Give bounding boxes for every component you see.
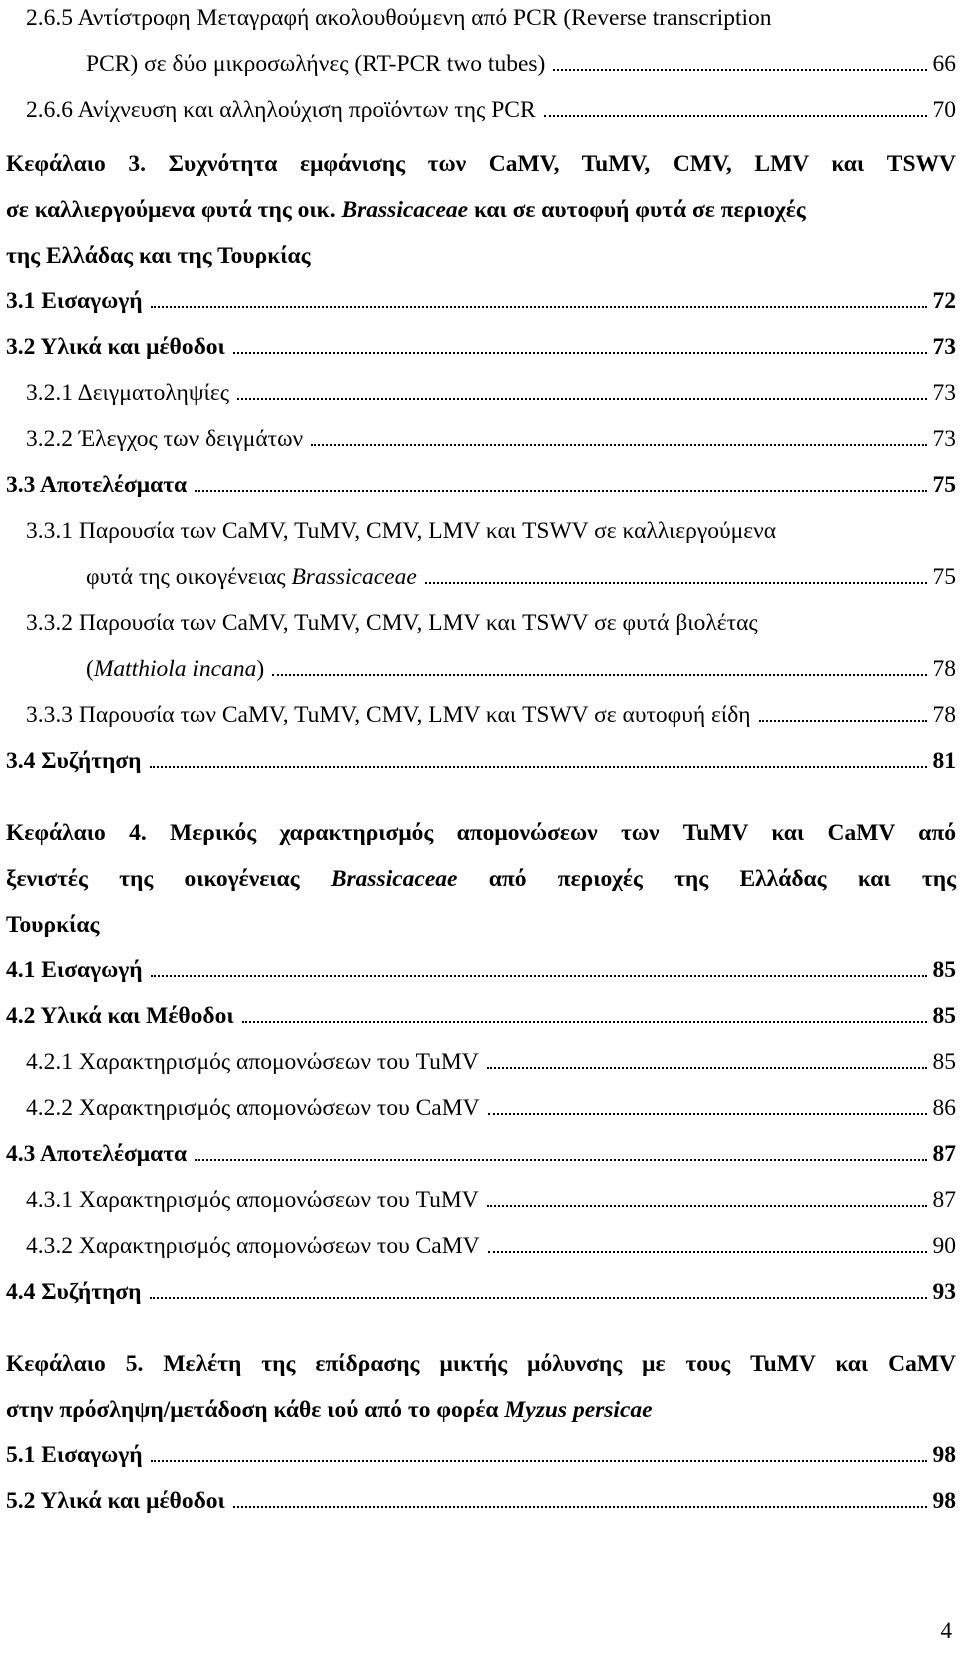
leader-dots: [311, 443, 926, 446]
chapter-4-heading-line3: Τουρκίας: [6, 912, 100, 938]
toc-page-number: 66: [932, 51, 956, 77]
leader-dots: [759, 719, 927, 722]
toc-entry-title: PCR) σε δύο μικροσωλήνες (RT-PCR two tubes): [86, 51, 546, 77]
toc-entry-4-3-1: 4.3.1 Χαρακτηρισμός απομονώσεων του TuMV 87: [26, 1187, 956, 1213]
toc-entry-4-2-2: 4.2.2 Χαρακτηρισμός απομονώσεων του CaMV 86: [26, 1095, 956, 1121]
toc-entry-2-6-5-line2: [86, 33, 956, 79]
toc-entry-2-6-5-line1: [26, 0, 956, 33]
toc-page-number: 70: [932, 97, 956, 123]
toc-page-number: 93: [932, 1279, 956, 1305]
toc-entry-5-2: 5.2 Υλικά και μέθοδοι 98: [6, 1488, 956, 1514]
page-number: 4: [940, 1618, 952, 1643]
toc-entry-5-1: 5.1 Εισαγωγή 98: [6, 1442, 956, 1468]
chapter-3-heading-line3: της Ελλάδας και της Τουρκίας: [6, 243, 311, 269]
leader-dots: [195, 1158, 926, 1161]
toc-entry-title: 2.6.5 Αντίστροφη Μεταγραφή ακολουθούμενη από PCR (Reverse transcription: [26, 5, 772, 31]
toc-entry-3-2-1: 3.2.1 Δειγματοληψίες 73: [26, 380, 956, 406]
toc-entry-4-3-2: 4.3.2 Χαρακτηρισμός απομονώσεων του CaMV 90: [26, 1233, 956, 1259]
toc-entry-3-2-2: 3.2.2 Έλεγχος των δειγμάτων 73: [26, 426, 956, 452]
toc-page-number: 85: [932, 1003, 956, 1029]
toc-page-number: 85: [932, 957, 956, 983]
leader-dots: [487, 1066, 927, 1069]
toc-entry-3-3-3: 3.3.3 Παρουσία των CaMV, TuMV, CMV, LMV και TSWV σε αυτοφυή είδη 78: [26, 702, 956, 728]
leader-dots: [150, 1296, 927, 1299]
leader-dots: [233, 1505, 927, 1508]
toc-entry-4-2-1: 4.2.1 Χαρακτηρισμός απομονώσεων του TuMV 85: [26, 1049, 956, 1075]
leader-dots: [195, 489, 926, 492]
toc-entry-3-2: 3.2 Υλικά και μέθοδοι 73: [6, 334, 956, 360]
toc-page-number: 73: [932, 334, 956, 360]
leader-dots: [233, 351, 927, 354]
taxon-name: Myzus persicae: [504, 1397, 653, 1423]
toc-page-number: 81: [932, 748, 956, 774]
toc-page-number: 78: [932, 702, 956, 728]
taxon-name: Brassicaceae: [341, 197, 469, 223]
toc-page-number: 98: [932, 1488, 956, 1514]
toc-page-number: 87: [932, 1187, 956, 1213]
chapter-5-heading-line1: Κεφάλαιο 5. Μελέτη της επίδρασης μικτής μόλυνσης με τους TuMV και CaMV: [6, 1351, 956, 1377]
toc-page-number: 85: [932, 1049, 956, 1075]
toc-entry-4-3: 4.3 Αποτελέσματα 87: [6, 1141, 956, 1167]
leader-dots: [151, 305, 927, 308]
toc-page-number: 73: [932, 380, 956, 406]
leader-dots: [151, 974, 927, 977]
leader-dots: [488, 1112, 927, 1115]
toc-entry-3-3-2-line1: 3.3.2 Παρουσία των CaMV, TuMV, CMV, LMV και TSWV σε φυτά βιολέτας: [26, 610, 758, 636]
toc-entry-3-3-1-line2: φυτά της οικογένειας Brassicaceae 75: [86, 564, 956, 590]
chapter-5-heading-line2: στην πρόσληψη/μετάδοση κάθε ιού από το φορέα Myzus persicae: [6, 1397, 653, 1423]
toc-page-number: 87: [932, 1141, 956, 1167]
toc-entry-3-3: 3.3 Αποτελέσματα 75: [6, 472, 956, 498]
toc-page-number: 86: [932, 1095, 956, 1121]
toc-page-number: 90: [932, 1233, 956, 1259]
taxon-name: Brassicaceae: [291, 564, 417, 590]
toc-page-number: 78: [932, 656, 956, 682]
leader-dots: [151, 1459, 927, 1462]
toc-entry-title: 2.6.6 Ανίχνευση και αλληλούχιση προϊόντων της PCR: [26, 97, 536, 123]
chapter-4-heading-line2: ξενιστές της οικογένειας Brassicaceae από περιοχές της Ελλάδας και της: [6, 866, 956, 892]
toc-page-number: 72: [932, 288, 956, 314]
toc-entry-4-4: 4.4 Συζήτηση 93: [6, 1279, 956, 1305]
leader-dots: [242, 1020, 927, 1023]
toc-page-number: 75: [932, 472, 956, 498]
toc-entry-3-1: 3.1 Εισαγωγή 72: [6, 288, 956, 314]
toc-entry-2-6-6: [26, 79, 956, 125]
toc-entry-3-3-2-line2: (Matthiola incana) 78: [86, 656, 956, 682]
leader-dots: [272, 673, 926, 676]
chapter-3-heading-line1: Κεφάλαιο 3. Συχνότητα εμφάνισης των CaMV, TuMV, CMV, LMV και TSWV: [6, 151, 956, 177]
leader-dots: [553, 68, 926, 71]
leader-dots: [487, 1204, 927, 1207]
toc-entry-4-2: 4.2 Υλικά και Μέθοδοι 85: [6, 1003, 956, 1029]
taxon-name: Brassicaceae: [330, 866, 458, 892]
leader-dots: [425, 581, 927, 584]
toc-page-number: 73: [932, 426, 956, 452]
leader-dots: [544, 114, 927, 117]
toc-entry-3-4: 3.4 Συζήτηση 81: [6, 748, 956, 774]
leader-dots: [150, 765, 927, 768]
taxon-name: Matthiola incana: [93, 656, 257, 682]
toc-entry-4-1: 4.1 Εισαγωγή 85: [6, 957, 956, 983]
chapter-3-heading-line2: σε καλλιεργούμενα φυτά της οικ. Brassicaceae και σε αυτοφυή φυτά σε περιοχές: [6, 197, 806, 223]
toc-page-number: 75: [932, 564, 956, 590]
toc-entry-3-3-1-line1: 3.3.1 Παρουσία των CaMV, TuMV, CMV, LMV και TSWV σε καλλιεργούμενα: [26, 518, 777, 544]
toc-page-number: 98: [932, 1442, 956, 1468]
leader-dots: [488, 1250, 927, 1253]
leader-dots: [237, 397, 926, 400]
chapter-4-heading-line1: Κεφάλαιο 4. Μερικός χαρακτηρισμός απομονώσεων των TuMV και CaMV από: [6, 820, 956, 846]
